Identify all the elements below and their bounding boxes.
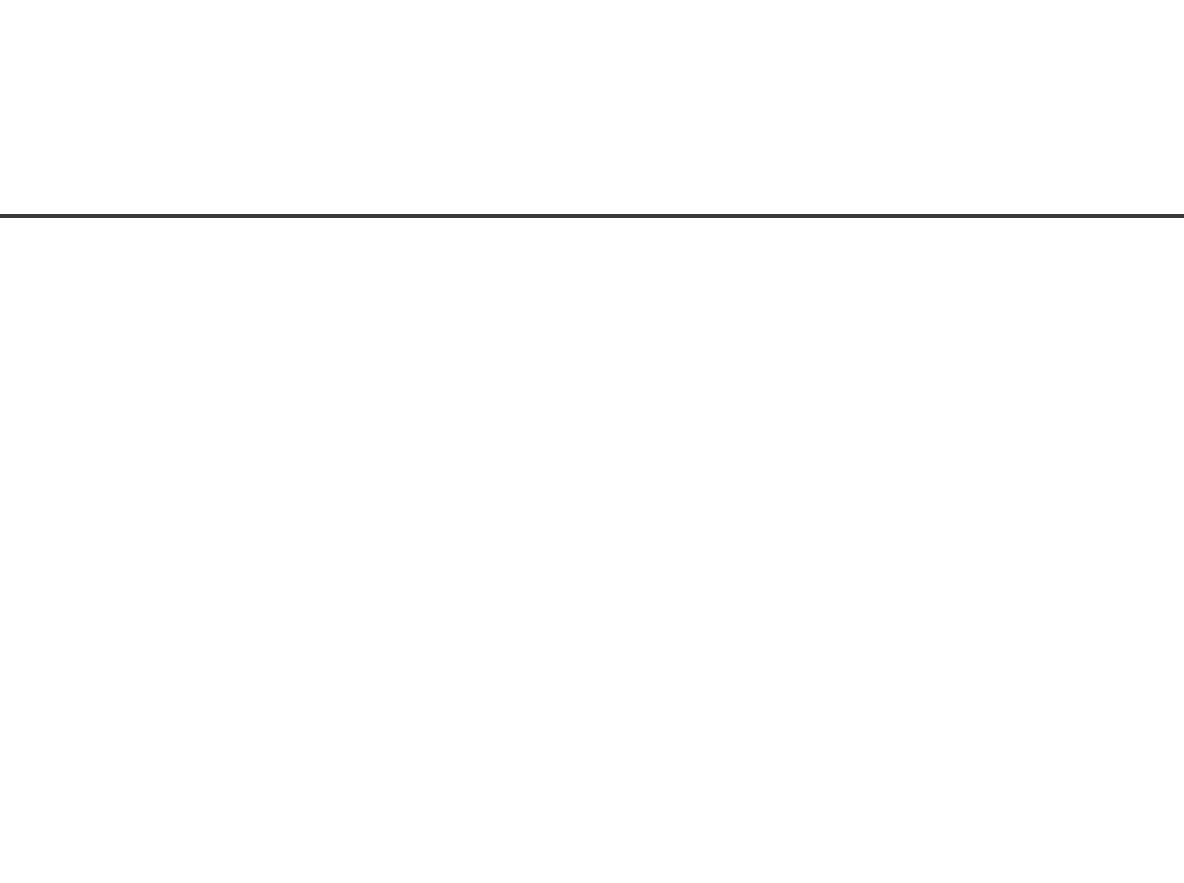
vendor-list-continued (752, 238, 1184, 883)
section-subtitle (0, 279, 706, 317)
column-header (0, 316, 706, 354)
section-divider (0, 214, 1184, 218)
section-title (0, 241, 706, 279)
